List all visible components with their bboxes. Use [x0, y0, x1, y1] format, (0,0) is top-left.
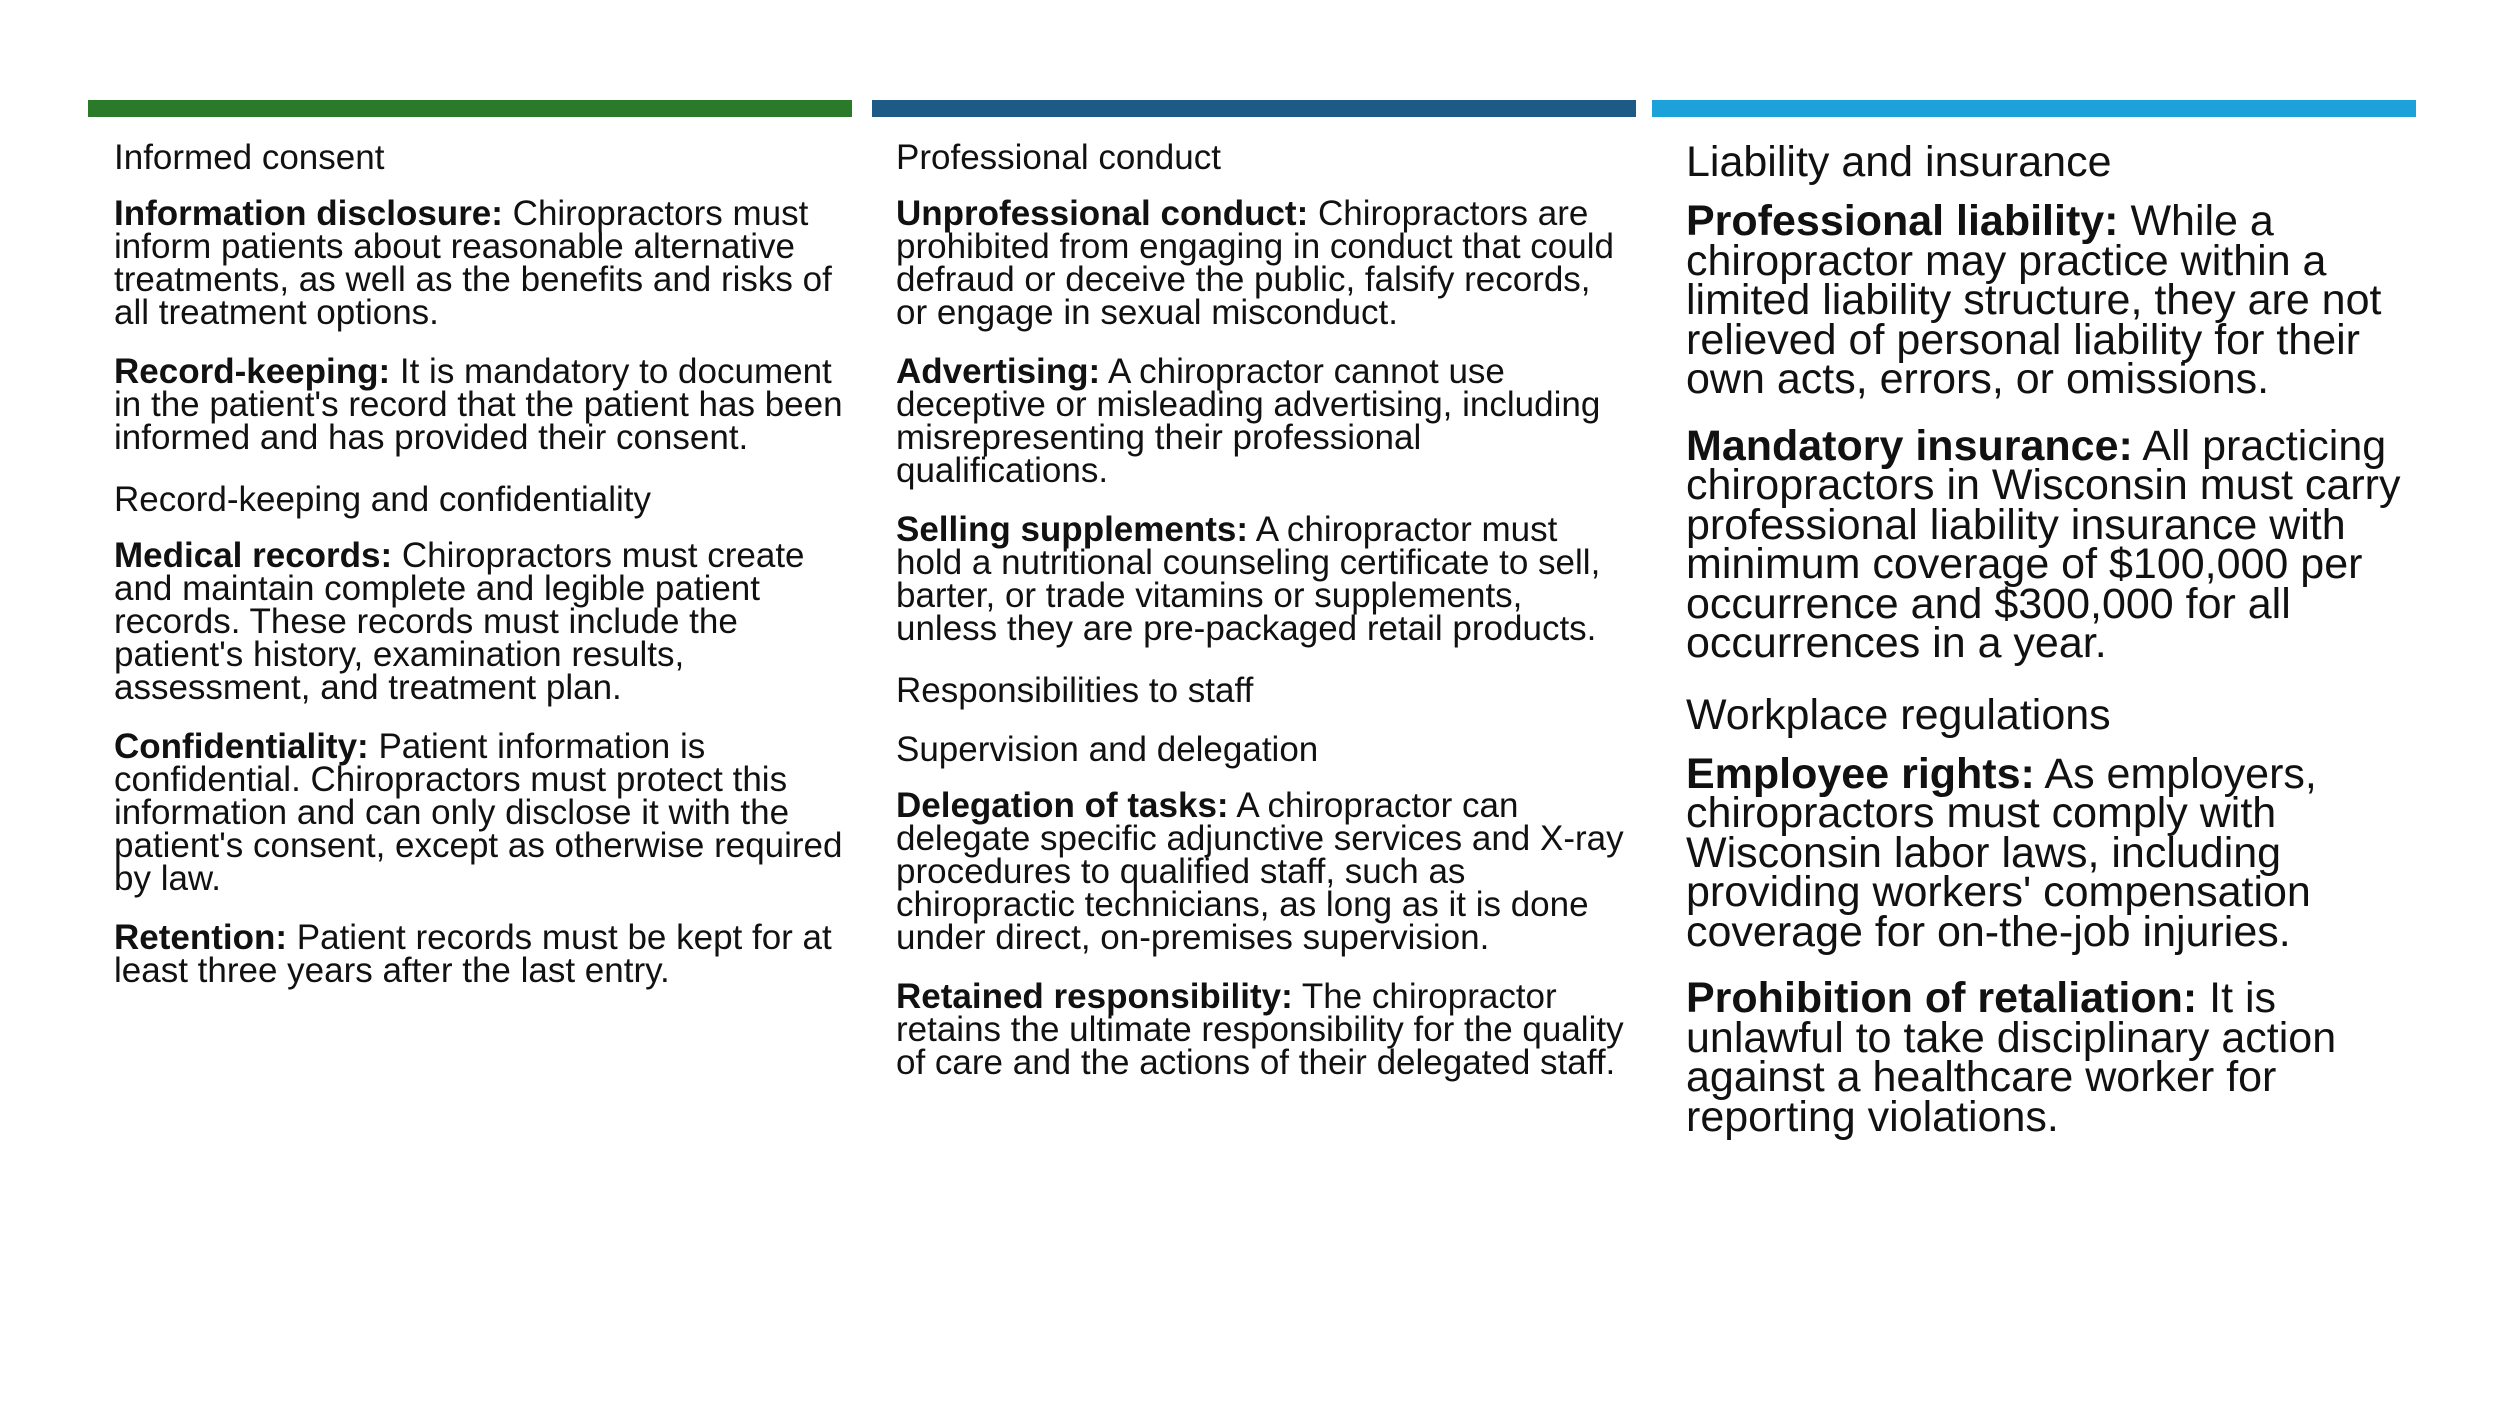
- paragraph: [1686, 197, 2416, 403]
- paragraph-title: Record-keeping:: [114, 352, 391, 391]
- paragraph-text: As employers, chiropractors must comply with Wisconsin labor laws, including providing workers' compensation coverage for on-the-job injuries.: [1686, 749, 2317, 956]
- section-heading: Liability and insurance: [1686, 138, 2112, 186]
- paragraph-title: Medical records:: [114, 536, 393, 575]
- paragraph-text: Chiropractors are prohibited from engaging in conduct that could defraud or deceive the public, falsify records, or engage in sexual misconduct.: [896, 194, 1614, 332]
- section-heading: Record-keeping and confidentiality: [114, 480, 651, 519]
- paragraph: [114, 727, 844, 898]
- paragraph: [114, 194, 844, 332]
- paragraph-title: Professional liability:: [1686, 197, 2119, 245]
- column-liability-insurance: [1686, 138, 2416, 1164]
- column-1-accent: [88, 100, 852, 117]
- paragraph-title: Delegation of tasks:: [896, 786, 1229, 825]
- paragraph-title: Mandatory insurance:: [1686, 421, 2133, 470]
- paragraph-title: Retained responsibility:: [896, 977, 1293, 1016]
- paragraph: [114, 918, 844, 990]
- paragraph-text: A chiropractor cannot use deceptive or misleading advertising, including misrepresenting their professional qualifications.: [896, 352, 1601, 490]
- paragraph-text: Patient information is confidential. Chiropractors must protect this information and can only disclose it with the patient's consent, except as otherwise required by law.: [114, 727, 843, 898]
- paragraph-text: It is mandatory to document in the patient's record that the patient has been informed and has provided their consent.: [114, 352, 843, 457]
- paragraph: [896, 786, 1626, 957]
- paragraph: [114, 536, 844, 707]
- column-3-accent: [1652, 100, 2416, 117]
- paragraph-text: A chiropractor can delegate specific adjunctive services and X-ray procedures to qualified staff, such as chiropractic technicians, as long as it is done under direct, on-premises supervision.: [896, 786, 1624, 957]
- navy-accent-bar: [872, 100, 1636, 117]
- paragraph-title: Confidentiality:: [114, 727, 369, 766]
- paragraph: [1686, 749, 2416, 956]
- paragraph-text: Chiropractors must inform patients about reasonable alternative treatments, as well as the benefits and risks of all treatment options.: [114, 194, 832, 332]
- paragraph-text: Patient records must be kept for at least three years after the last entry.: [114, 918, 832, 990]
- paragraph-title: Unprofessional conduct:: [896, 194, 1309, 233]
- paragraph-title: Selling supplements:: [896, 510, 1248, 549]
- paragraph: [896, 510, 1626, 648]
- section-heading: Professional conduct: [896, 138, 1221, 177]
- green-accent-bar: [88, 100, 852, 117]
- paragraph: [114, 352, 844, 457]
- paragraph: [1686, 421, 2416, 667]
- section-heading: Workplace regulations: [1686, 690, 2111, 739]
- column-professional-conduct: [896, 138, 1626, 1105]
- blue-accent-bar: [1652, 100, 2416, 117]
- column-informed-consent: [114, 138, 844, 1013]
- paragraph: [896, 977, 1626, 1082]
- section-heading: Responsibilities to staff: [896, 671, 1254, 710]
- paragraph: [896, 352, 1626, 490]
- paragraph-text: The chiropractor retains the ultimate responsibility for the quality of care and the actions of their delegated staff.: [896, 977, 1624, 1082]
- paragraph-title: Prohibition of retaliation:: [1686, 974, 2198, 1022]
- paragraph-title: Information disclosure:: [114, 194, 503, 233]
- paragraph-title: Employee rights:: [1686, 749, 2035, 798]
- paragraph-text: While a chiropractor may practice within a limited liability structure, they are not relieved of personal liability for their own acts, errors, or omissions.: [1686, 197, 2382, 403]
- paragraph-title: Retention:: [114, 918, 288, 957]
- paragraph: [1686, 974, 2416, 1141]
- column-2-accent: [872, 100, 1636, 117]
- section-heading: Informed consent: [114, 138, 385, 177]
- paragraph-title: Advertising:: [896, 352, 1101, 391]
- paragraph-text: It is unlawful to take disciplinary action against a healthcare worker for reporting violations.: [1686, 974, 2337, 1141]
- paragraph-text: Chiropractors must create and maintain complete and legible patient records. These records must include the patient's history, examination results, assessment, and treatment plan.: [114, 536, 805, 707]
- paragraph: [896, 194, 1626, 332]
- paragraph-text: A chiropractor must hold a nutritional counseling certificate to sell, barter, or trade vitamins or supplements, unless they are pre-packaged retail products.: [896, 510, 1601, 648]
- section-heading: Supervision and delegation: [896, 730, 1319, 769]
- paragraph-text: All practicing chiropractors in Wisconsin must carry professional liability insurance with minimum coverage of $100,000 per occurrence and $300,000 for all occurrences in a year.: [1686, 421, 2401, 667]
